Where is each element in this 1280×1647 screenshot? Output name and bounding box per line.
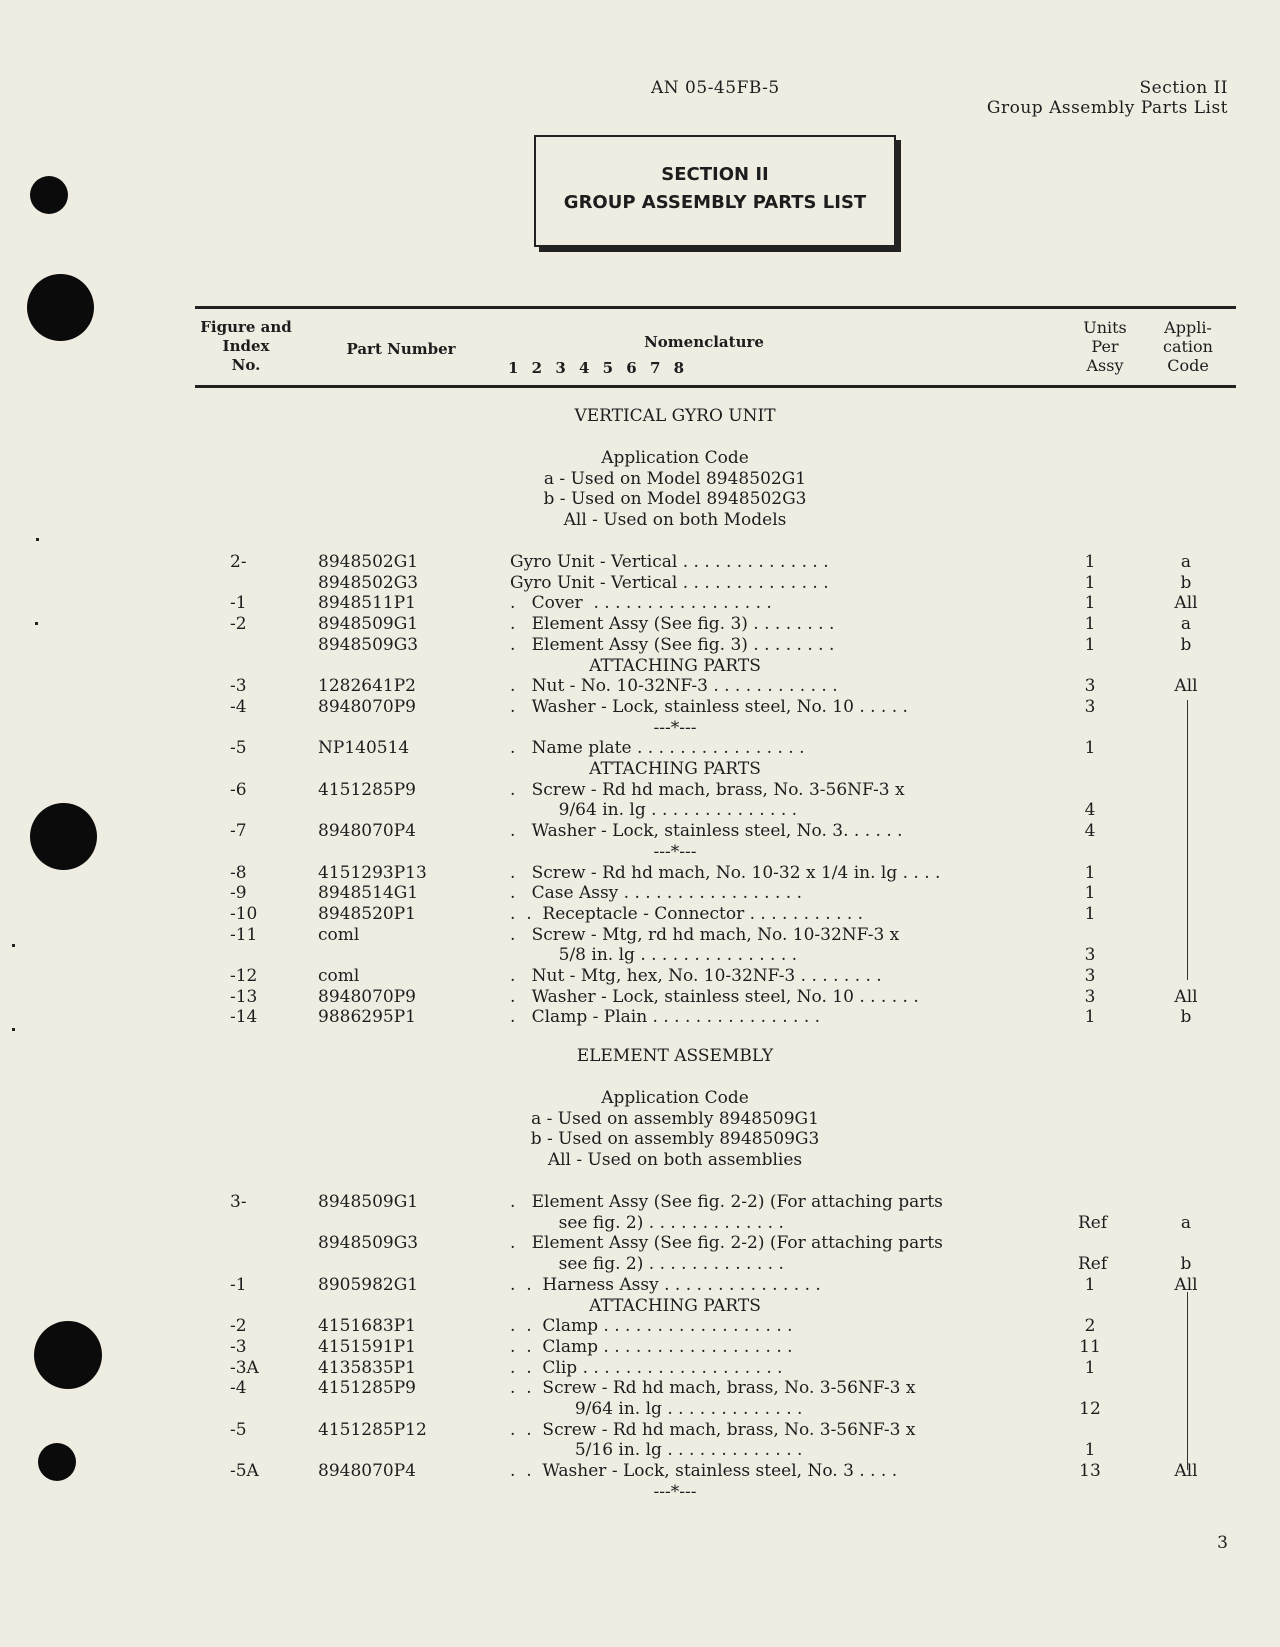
column-header-figure-index: Figure and Index No.: [200, 318, 292, 374]
running-header: [987, 78, 1228, 118]
app-code-item: b - Used on Model 8948502G3: [543, 489, 807, 509]
units-cell: 12: [1079, 1399, 1101, 1419]
nomenclature-cell: . . Screw - Rd hd mach, brass, No. 3-56NF-3 x: [510, 1419, 916, 1440]
application-code-cell: a: [1180, 614, 1192, 635]
figure-index-cell: -6: [230, 779, 247, 800]
nomenclature-cell: . Element Assy (See fig. 2-2) (For attaching parts: [510, 1192, 943, 1212]
centered-note-text: ---*---: [653, 841, 697, 862]
nomenclature-cell: 9/64 in. lg . . . . . . . . . . . . .: [510, 1399, 803, 1419]
part-number-cell: 8948509G1: [318, 614, 419, 635]
units-cell: 1: [1084, 614, 1096, 635]
margin-mark: [12, 1028, 15, 1031]
figure-index-cell: 2-: [230, 552, 247, 572]
table-header-rule: [195, 385, 1236, 388]
figure-index-cell: -2: [230, 614, 247, 635]
part-number-cell: 4151285P12: [318, 1419, 427, 1440]
nomenclature-cell: . Name plate . . . . . . . . . . . . . . . .: [510, 738, 805, 759]
table-row: [0, 883, 1280, 903]
part-number-cell: 8948070P4: [318, 1461, 416, 1482]
figure-index-cell: -3: [230, 676, 247, 697]
nomenclature-cell: see fig. 2) . . . . . . . . . . . . .: [510, 1254, 784, 1275]
nomenclature-cell: . . Receptacle - Connector . . . . . . . . . . .: [510, 903, 864, 924]
column-header-units: Units Per Assy: [1083, 318, 1127, 375]
application-code-cell: b: [1180, 634, 1192, 655]
table-row: [0, 1378, 1280, 1398]
application-code-cell: b: [1180, 572, 1192, 593]
nomenclature-cell: 5/8 in. lg . . . . . . . . . . . . . . .: [510, 945, 798, 966]
nomenclature-cell: . . Harness Assy . . . . . . . . . . . . . . .: [510, 1274, 821, 1295]
units-cell: 1: [1084, 1007, 1096, 1028]
units-cell: 2: [1084, 1316, 1096, 1337]
units-cell: 3: [1084, 696, 1096, 717]
app-code-item: a - Used on Model 8948502G1: [543, 469, 807, 489]
part-number-cell: 8948509G3: [318, 1233, 419, 1254]
nomenclature-cell: . . Clip . . . . . . . . . . . . . . . . . . .: [510, 1357, 783, 1378]
app-code-continuation-bar: [1187, 700, 1188, 980]
units-cell: 4: [1084, 800, 1096, 821]
column-header-part-number: Part Number: [346, 340, 456, 358]
group-title: ELEMENT ASSEMBLY: [576, 1046, 774, 1066]
punch-hole: [30, 176, 68, 214]
table-row: [0, 780, 1280, 800]
units-cell: 1: [1084, 862, 1096, 883]
figure-index-cell: -1: [230, 593, 247, 614]
nomenclature-cell: . Cover . . . . . . . . . . . . . . . . .: [510, 593, 772, 614]
units-cell: 4: [1084, 821, 1096, 842]
punch-hole: [27, 274, 94, 341]
figure-index-cell: -11: [230, 924, 258, 945]
part-number-cell: 1282641P2: [318, 676, 416, 697]
app-code-heading: Application Code: [601, 1088, 749, 1108]
units-cell: 11: [1079, 1336, 1101, 1357]
table-row: [0, 1213, 1280, 1233]
table-row: [0, 635, 1280, 655]
part-number-cell: 8948509G3: [318, 634, 419, 655]
nomenclature-cell: . Screw - Rd hd mach, No. 10-32 x 1/4 in. lg . . . .: [510, 862, 941, 883]
title-line-2: GROUP ASSEMBLY PARTS LIST: [563, 192, 867, 213]
table-row: [0, 1233, 1280, 1253]
nomenclature-cell: . Washer - Lock, stainless steel, No. 10 . . . . .: [510, 696, 908, 717]
document-number: AN 05-45FB-5: [651, 78, 780, 98]
column-header-application: Appli- cation Code: [1163, 318, 1213, 375]
units-cell: 1: [1084, 552, 1096, 572]
table-row: [0, 1007, 1280, 1027]
nomenclature-cell: . Element Assy (See fig. 2-2) (For attaching parts: [510, 1233, 943, 1254]
table-row: [0, 1192, 1280, 1212]
nomenclature-cell: . Washer - Lock, stainless steel, No. 10 . . . . . .: [510, 986, 919, 1007]
application-code-cell: All: [1174, 986, 1198, 1007]
app-code-continuation-bar: [1187, 1292, 1188, 1470]
figure-index-cell: -2: [230, 1316, 247, 1337]
units-cell: 1: [1084, 593, 1096, 614]
nomenclature-cell: . Screw - Rd hd mach, brass, No. 3-56NF-3 x: [510, 779, 905, 800]
table-row: [0, 1399, 1280, 1419]
part-number-cell: NP140514: [318, 738, 410, 759]
part-number-cell: coml: [318, 966, 360, 986]
column-header-nomenclature: Nomenclature: [644, 333, 764, 351]
table-row: [0, 573, 1280, 593]
figure-index-cell: -5: [230, 738, 247, 759]
group-title: VERTICAL GYRO UNIT: [574, 406, 776, 426]
table-row: [0, 966, 1280, 986]
figure-index-cell: -4: [230, 1378, 247, 1399]
centered-note-text: ---*---: [653, 717, 697, 738]
part-number-cell: 4151591P1: [318, 1336, 416, 1357]
app-code-item: b - Used on assembly 8948509G3: [530, 1129, 820, 1149]
units-cell: 1: [1084, 1274, 1096, 1295]
centered-note: [0, 1482, 1280, 1502]
part-number-cell: 8948514G1: [318, 883, 419, 904]
table-row: [0, 987, 1280, 1007]
nomenclature-cell: . Element Assy (See fig. 3) . . . . . . . .: [510, 634, 835, 655]
table-row: [0, 925, 1280, 945]
table-row: [0, 1275, 1280, 1295]
title-line-1: SECTION II: [661, 164, 769, 185]
centered-note: [0, 718, 1280, 738]
margin-mark: [36, 538, 39, 541]
part-number-cell: 8905982G1: [318, 1274, 419, 1295]
nomenclature-cell: . Nut - Mtg, hex, No. 10-32NF-3 . . . . . . . .: [510, 966, 882, 986]
app-code-item: All - Used on both assemblies: [547, 1150, 803, 1170]
table-row: [0, 552, 1280, 572]
units-cell: 1: [1084, 903, 1096, 924]
figure-index-cell: 3-: [230, 1192, 247, 1212]
application-code-cell: a: [1180, 1212, 1192, 1233]
nomenclature-cell: 5/16 in. lg . . . . . . . . . . . . .: [510, 1440, 803, 1461]
part-number-cell: 9886295P1: [318, 1007, 416, 1028]
units-cell: 1: [1084, 883, 1096, 904]
units-cell: Ref: [1078, 1212, 1108, 1233]
centered-note-text: ATTACHING PARTS: [589, 655, 761, 676]
table-row: [0, 1358, 1280, 1378]
units-cell: 3: [1084, 945, 1096, 966]
page-number: 3: [1217, 1533, 1228, 1553]
units-cell: 1: [1084, 1357, 1096, 1378]
figure-index-cell: -3: [230, 1336, 247, 1357]
nomenclature-cell: Gyro Unit - Vertical . . . . . . . . . . . . . .: [510, 552, 829, 572]
units-cell: 3: [1084, 966, 1096, 986]
units-cell: 1: [1084, 634, 1096, 655]
part-number-cell: 4151285P9: [318, 1378, 416, 1399]
application-code-cell: All: [1174, 676, 1198, 697]
application-code-cell: a: [1180, 552, 1192, 572]
centered-note: [0, 759, 1280, 779]
part-number-cell: 4151683P1: [318, 1316, 416, 1337]
centered-note: [0, 1296, 1280, 1316]
units-cell: 3: [1084, 986, 1096, 1007]
nomenclature-cell: . . Washer - Lock, stainless steel, No. 3 . . . .: [510, 1461, 898, 1482]
nomenclature-cell: . . Clamp . . . . . . . . . . . . . . . . . .: [510, 1336, 793, 1357]
table-row: [0, 1461, 1280, 1481]
nomenclature-cell: . Element Assy (See fig. 3) . . . . . . . .: [510, 614, 835, 635]
table-row: [0, 697, 1280, 717]
units-cell: 13: [1079, 1461, 1101, 1482]
figure-index-cell: -5: [230, 1419, 247, 1440]
part-number-cell: 4151293P13: [318, 862, 427, 883]
figure-index-cell: -9: [230, 883, 247, 904]
part-number-cell: 8948520P1: [318, 903, 416, 924]
centered-note-text: ATTACHING PARTS: [589, 1295, 761, 1316]
figure-index-cell: -5A: [230, 1461, 259, 1482]
figure-index-cell: -14: [230, 1007, 258, 1028]
nomenclature-cell: . Case Assy . . . . . . . . . . . . . . . . .: [510, 883, 803, 904]
figure-index-cell: -8: [230, 862, 247, 883]
figure-index-cell: -3A: [230, 1357, 259, 1378]
figure-index-cell: -4: [230, 696, 247, 717]
nomenclature-cell: 9/64 in. lg . . . . . . . . . . . . . .: [510, 800, 798, 821]
part-number-cell: coml: [318, 924, 360, 945]
part-number-cell: 4135835P1: [318, 1357, 416, 1378]
figure-index-cell: -10: [230, 903, 258, 924]
section-title-box: [534, 135, 896, 247]
nomenclature-cell: Gyro Unit - Vertical . . . . . . . . . . . . . .: [510, 572, 829, 593]
app-code-item: All - Used on both Models: [563, 510, 787, 530]
app-code-item: a - Used on assembly 8948509G1: [531, 1109, 819, 1129]
table-row: [0, 1337, 1280, 1357]
units-cell: 1: [1084, 572, 1096, 593]
centered-note: [0, 842, 1280, 862]
section-label: Section II: [1139, 78, 1228, 98]
table-row: [0, 863, 1280, 883]
part-number-cell: 8948070P4: [318, 821, 416, 842]
table-row: [0, 1420, 1280, 1440]
nomenclature-cell: . Screw - Mtg, rd hd mach, No. 10-32NF-3 x: [510, 924, 900, 945]
table-row: [0, 738, 1280, 758]
nomenclature-cell: . . Screw - Rd hd mach, brass, No. 3-56NF-3 x: [510, 1378, 916, 1399]
table-row: [0, 1254, 1280, 1274]
part-number-cell: 8948070P9: [318, 986, 416, 1007]
nomenclature-cell: . Clamp - Plain . . . . . . . . . . . . . . . .: [510, 1007, 821, 1028]
nomenclature-cell: . Nut - No. 10-32NF-3 . . . . . . . . . . . .: [510, 676, 838, 697]
figure-index-cell: -13: [230, 986, 258, 1007]
units-cell: 1: [1084, 738, 1096, 759]
section-title: Group Assembly Parts List: [986, 98, 1228, 118]
table-row: [0, 904, 1280, 924]
nomenclature-cell: see fig. 2) . . . . . . . . . . . . .: [510, 1212, 784, 1233]
application-code-cell: b: [1180, 1007, 1192, 1028]
part-number-cell: 8948509G1: [318, 1192, 419, 1212]
application-code-cell: All: [1174, 1274, 1198, 1295]
table-row: [0, 593, 1280, 613]
units-cell: 3: [1084, 676, 1096, 697]
centered-note-text: ---*---: [653, 1481, 697, 1502]
table-row: [0, 1316, 1280, 1336]
table-row: [0, 614, 1280, 634]
application-code-cell: All: [1174, 593, 1198, 614]
application-code-cell: b: [1180, 1254, 1192, 1275]
table-row: [0, 821, 1280, 841]
table-row: [0, 800, 1280, 820]
nomenclature-cell: . Washer - Lock, stainless steel, No. 3. . . . . .: [510, 821, 903, 842]
table-row: [0, 945, 1280, 965]
centered-note-text: ATTACHING PARTS: [589, 759, 761, 779]
figure-index-cell: -1: [230, 1274, 247, 1295]
part-number-cell: 8948502G3: [318, 572, 419, 593]
units-cell: Ref: [1078, 1254, 1108, 1275]
part-number-cell: 4151285P9: [318, 779, 416, 800]
column-header-indent-levels: 1 2 3 4 5 6 7 8: [508, 359, 685, 377]
application-code-cell: All: [1174, 1461, 1198, 1482]
figure-index-cell: -7: [230, 821, 247, 842]
units-cell: 1: [1084, 1440, 1096, 1461]
part-number-cell: 8948502G1: [318, 552, 419, 572]
app-code-heading: Application Code: [601, 448, 749, 468]
part-number-cell: 8948511P1: [318, 593, 416, 614]
table-row: [0, 676, 1280, 696]
centered-note: [0, 656, 1280, 676]
table-top-rule: [195, 306, 1236, 309]
figure-index-cell: -12: [230, 966, 258, 986]
nomenclature-cell: . . Clamp . . . . . . . . . . . . . . . . . .: [510, 1316, 793, 1337]
part-number-cell: 8948070P9: [318, 696, 416, 717]
table-row: [0, 1440, 1280, 1460]
